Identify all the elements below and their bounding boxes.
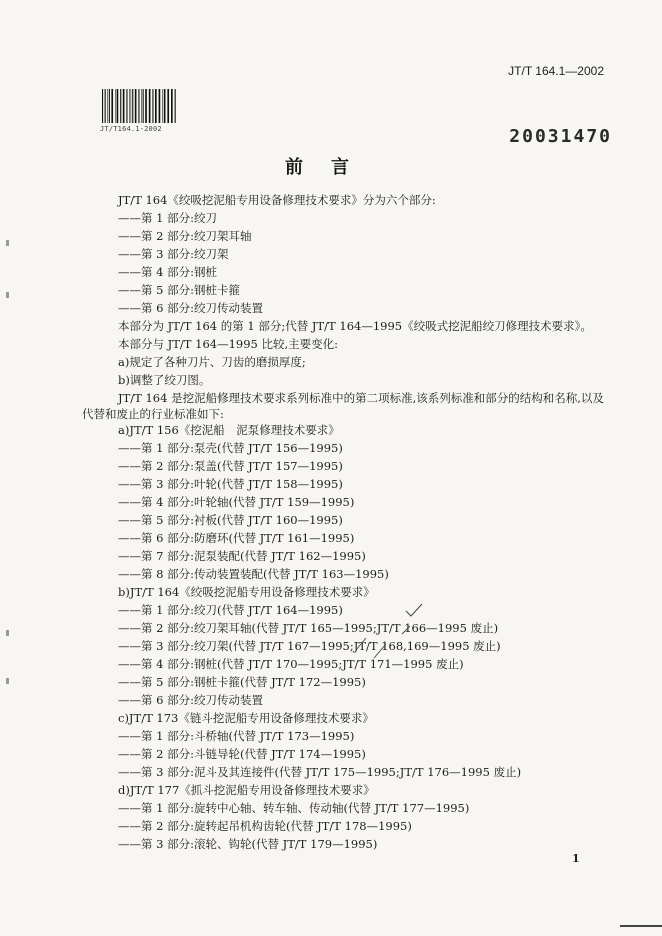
list-item: ——第 4 部分:叶轮轴(代替 JT/T 159—1995) bbox=[118, 495, 355, 509]
barcode-stripe bbox=[132, 89, 133, 123]
list-item: ——第 1 部分:绞刀(代替 JT/T 164—1995) bbox=[118, 603, 343, 617]
list-item: ——第 1 部分:绞刀 bbox=[118, 211, 218, 225]
standard-code: JT/T 164.1—2002 bbox=[508, 64, 604, 78]
stamp-number: 20031470 bbox=[509, 126, 612, 147]
list-item: b)调整了绞刀图。 bbox=[118, 373, 211, 387]
list-item: ——第 3 部分:滚轮、钩轮(代替 JT/T 179—1995) bbox=[118, 837, 378, 851]
barcode-stripe bbox=[123, 89, 125, 123]
barcode-stripe bbox=[152, 89, 153, 123]
barcode-stripe bbox=[141, 89, 142, 123]
barcode-label bbox=[100, 88, 180, 133]
barcode-stripe bbox=[115, 89, 116, 123]
list-item: ——第 4 部分:钢桩 bbox=[118, 265, 218, 279]
body-line: 本部分与 JT/T 164—1995 比较,主要变化: bbox=[118, 337, 339, 351]
list-item: ——第 5 部分:衬板(代替 JT/T 160—1995) bbox=[118, 513, 343, 527]
barcode-stripe bbox=[171, 89, 173, 123]
barcode-stripe bbox=[117, 89, 119, 123]
barcode-stripe bbox=[167, 89, 169, 123]
barcode-stripe bbox=[175, 89, 176, 123]
body-line: JT/T 164 是挖泥船修理技术要求系列标准中的第二项标准,该系列标准和部分的结构和名称,以及 bbox=[118, 391, 604, 405]
barcode-stripe bbox=[120, 89, 121, 123]
barcode-stripe bbox=[126, 89, 127, 123]
list-item: ——第 6 部分:绞刀传动装置 bbox=[118, 301, 264, 315]
barcode-stripe bbox=[138, 89, 139, 123]
barcode-stripe bbox=[145, 89, 147, 123]
barcode-stripe bbox=[105, 89, 106, 123]
barcode-stripe bbox=[143, 89, 144, 123]
checkmark-icon bbox=[404, 602, 424, 618]
body-line: 本部分为 JT/T 164 的第 1 部分;代替 JT/T 164—1995《绞吸式挖泥船绞刀修理技术要求》。 bbox=[118, 319, 592, 333]
list-item: ——第 8 部分:传动装置装配(代替 JT/T 163—1995) bbox=[118, 567, 389, 581]
series-heading: b)JT/T 164《绞吸挖泥船专用设备修理技术要求》 bbox=[118, 585, 375, 599]
scan-edge-mark bbox=[6, 678, 9, 684]
barcode-stripe bbox=[107, 89, 108, 123]
barcode-stripe bbox=[159, 89, 161, 123]
list-item: ——第 5 部分:钢桩卡箍(代替 JT/T 172—1995) bbox=[118, 675, 366, 689]
barcode-stripe bbox=[129, 89, 130, 123]
body-line: 代替和废止的行业标准如下: bbox=[82, 407, 224, 421]
list-item: a)规定了各种刀片、刀齿的磨损厚度; bbox=[118, 355, 306, 369]
scan-edge-line bbox=[620, 925, 662, 927]
barcode-stripe bbox=[102, 89, 103, 123]
list-item: ——第 1 部分:旋转中心轴、转车轴、传动轴(代替 JT/T 177—1995) bbox=[118, 801, 470, 815]
series-heading: c)JT/T 173《链斗挖泥船专用设备修理技术要求》 bbox=[118, 711, 374, 725]
barcode-stripe bbox=[111, 89, 113, 123]
list-item: ——第 6 部分:绞刀传动装置 bbox=[118, 693, 264, 707]
list-item: ——第 2 部分:绞刀架耳轴 bbox=[118, 229, 252, 243]
series-heading: d)JT/T 177《抓斗挖泥船专用设备修理技术要求》 bbox=[118, 783, 375, 797]
barcode-image bbox=[100, 88, 180, 124]
barcode-stripe bbox=[164, 89, 166, 123]
list-item: ——第 7 部分:泥泵装配(代替 JT/T 162—1995) bbox=[118, 549, 366, 563]
list-item: ——第 5 部分:钢桩卡箍 bbox=[118, 283, 241, 297]
barcode-stripe bbox=[149, 89, 151, 123]
list-item: ——第 3 部分:叶轮(代替 JT/T 158—1995) bbox=[118, 477, 343, 491]
list-item: ——第 2 部分:旋转起吊机构齿轮(代替 JT/T 178—1995) bbox=[118, 819, 412, 833]
list-item: ——第 2 部分:斗链导轮(代替 JT/T 174—1995) bbox=[118, 747, 366, 761]
page-title: 前言 bbox=[285, 157, 377, 178]
scan-edge-mark bbox=[6, 240, 9, 246]
list-item: ——第 3 部分:绞刀架(代替 JT/T 167—1995;JT/T 168,169—1995 废止) bbox=[118, 639, 501, 653]
list-item: ——第 2 部分:泵盖(代替 JT/T 157—1995) bbox=[118, 459, 343, 473]
scan-edge-mark bbox=[6, 292, 9, 298]
list-item: ——第 3 部分:绞刀架 bbox=[118, 247, 229, 261]
barcode-stripe bbox=[135, 89, 137, 123]
barcode-stripe bbox=[109, 89, 110, 123]
barcode-stripe bbox=[162, 89, 163, 123]
list-item: ——第 1 部分:泵壳(代替 JT/T 156—1995) bbox=[118, 441, 343, 455]
series-heading: a)JT/T 156《挖泥船 泥泵修理技术要求》 bbox=[118, 423, 340, 437]
barcode-caption: JT/T164.1-2002 bbox=[100, 125, 162, 133]
list-item: ——第 3 部分:泥斗及其连接件(代替 JT/T 175—1995;JT/T 176—1995 废止) bbox=[118, 765, 522, 779]
barcode-stripe bbox=[131, 89, 132, 123]
list-item: ——第 1 部分:斗桥轴(代替 JT/T 173—1995) bbox=[118, 729, 355, 743]
scan-edge-mark bbox=[6, 630, 9, 636]
list-item: ——第 4 部分:钢桩(代替 JT/T 170—1995;JT/T 171—1995 废止) bbox=[118, 657, 464, 671]
body-line: JT/T 164《绞吸挖泥船专用设备修理技术要求》分为六个部分: bbox=[118, 193, 436, 207]
page-number: 1 bbox=[572, 852, 580, 865]
barcode-stripe bbox=[155, 89, 157, 123]
list-item: ——第 2 部分:绞刀架耳轴(代替 JT/T 165—1995;JT/T 166—1995 废止) bbox=[118, 621, 499, 635]
list-item: ——第 6 部分:防磨环(代替 JT/T 161—1995) bbox=[118, 531, 355, 545]
